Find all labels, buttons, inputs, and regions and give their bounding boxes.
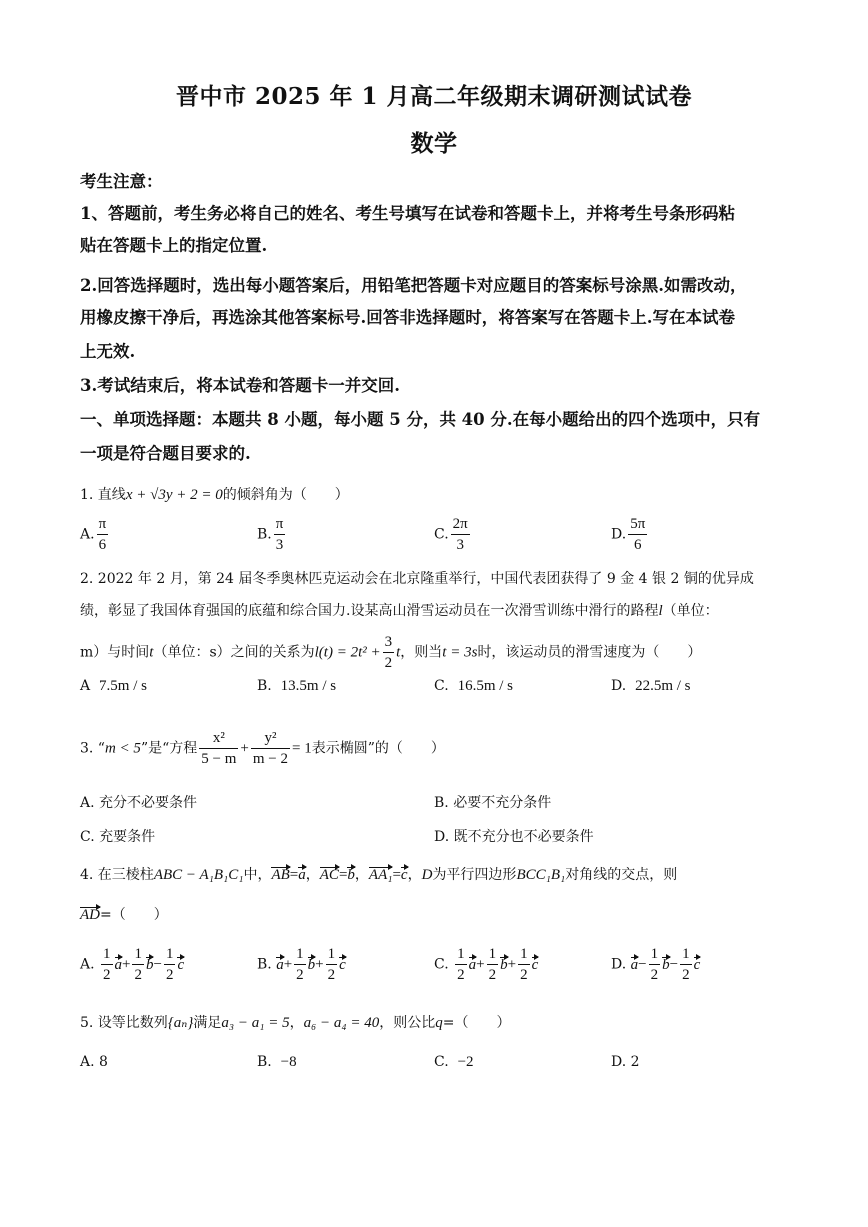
q5-option-d: D. 2 [611, 1054, 640, 1070]
q4-b-vec-a: a [276, 956, 284, 973]
q4-c-frac-3-den: 2 [520, 967, 528, 983]
q3-option-c: C. 充要条件 [80, 829, 156, 845]
q4-b-frac-1-num: 1 [294, 944, 306, 965]
q4-prism: ABC − A₁B₁C₁ [153, 867, 244, 883]
q4-vector-ad: AD [80, 907, 100, 923]
notice-item-1-cont: 贴在答题卡上的指定位置. [80, 236, 268, 255]
q4-a-frac-3-num: 1 [164, 944, 176, 965]
q1-a-frac [97, 514, 109, 555]
section-1-heading-cont: 一项是符合题目要求的. [80, 444, 251, 463]
q4-c-vec-a: a [468, 956, 477, 973]
q2-text: 绩，彰显了我国体育强国的底蕴和综合国力.设某高山滑雪运动员在一次滑雪训练中滑行的路程 [80, 603, 659, 619]
q1-a-label: A. [80, 526, 95, 543]
q2-b-label: B. [257, 678, 272, 694]
q4-b-frac-1-den: 2 [296, 967, 304, 983]
q4-eq-2: = [338, 867, 348, 883]
q4-b-frac-2-den: 2 [327, 967, 336, 983]
q3-frac-x-den: 5 − m [201, 751, 237, 767]
q1-c-frac [451, 514, 470, 555]
question-1 [80, 484, 790, 504]
q3-frac-x [199, 728, 238, 769]
q3-option-b: B. 必要不充分条件 [434, 795, 552, 811]
q4-text-3: 对角线的交点，则 [565, 867, 678, 883]
q4-parallelogram: BCC₁B₁ [516, 867, 566, 883]
q1-a-den: 6 [98, 537, 107, 553]
q2-c-value: 16.5m / s [457, 678, 514, 694]
q2-option-c [434, 678, 513, 695]
q3-frac-y [251, 728, 290, 769]
q4-d-frac-2 [680, 944, 692, 985]
q5-option-b [257, 1054, 297, 1071]
q1-d-num: 5π [628, 514, 647, 535]
q2-b-value: 13.5m / s [280, 678, 337, 694]
notice-item-2-cont: 用橡皮擦干净后，再选涂其他答案标号.回答非选择题时，将答案写在答题卡上.写在本试卷 [80, 308, 735, 327]
q4-d-vec-c: c [693, 956, 701, 973]
q2-text-when: ，则当 [400, 644, 443, 661]
q1-d-den: 6 [633, 537, 642, 553]
q3-condition: m < 5 [104, 740, 141, 757]
q3-frac-x-num: x² [199, 728, 238, 749]
notice-item-1: 1、答题前，考生务必将自己的姓名、考生号填写在试卷和答题卡上，并将考生号条形码粘 [80, 204, 735, 223]
q4-sep-1: ， [305, 867, 320, 883]
q4-a-frac-2-num: 1 [132, 944, 144, 965]
q2-text-unit: （单位： [662, 603, 719, 619]
q4-vector-b: b [347, 867, 355, 883]
q5-option-c [434, 1054, 474, 1071]
q4-option-c: C. $\frac{1}{2}$ a+ $\frac{1}{2}$ b+ $\frac{1}{2}$ c [434, 946, 539, 983]
q2-d-label: D. [611, 678, 627, 694]
q4-a-frac-3-den: 2 [165, 967, 174, 983]
q1-d-label: D. [611, 526, 627, 543]
question-2-line-3 [80, 632, 790, 673]
q2-d-value: 22.5m / s [635, 678, 691, 694]
q4-option-d: D. a− $\frac{1}{2}$ b− $\frac{1}{2}$ c [611, 946, 701, 983]
q3-plus: + [240, 740, 249, 757]
q1-option-c [434, 514, 472, 555]
q5-sequence: {aₙ} [167, 1015, 194, 1031]
q4-b-vec-b: b [307, 956, 316, 973]
q1-option-a [80, 514, 110, 555]
q4-d-label: D. [611, 956, 627, 973]
q5-text-2: ，则公比 [379, 1015, 436, 1031]
q4-d-frac-1-den: 2 [650, 967, 659, 983]
q4-option-a: A. $\frac{1}{2}$ a+ $\frac{1}{2}$ b− $\frac{1}{2}$ c [80, 946, 185, 983]
question-2-line-2 [80, 600, 790, 620]
q3-frac-y-num: y² [251, 728, 290, 749]
q4-b-frac-2-num: 1 [326, 944, 338, 965]
q1-c-num: 2π [451, 514, 470, 535]
q4-d-vec-a: a [630, 956, 639, 973]
q4-a-frac-1 [101, 944, 113, 985]
q2-option-d [611, 678, 691, 695]
q1-b-num: π [274, 514, 286, 535]
q4-c-frac-3 [518, 944, 530, 985]
q4-vector-a: a [298, 867, 306, 883]
q4-option-b: B. a+ $\frac{1}{2}$ b+ $\frac{1}{2}$ c [257, 946, 346, 983]
q1-b-den: 3 [275, 537, 284, 553]
q4-vector-ab: AB [271, 867, 290, 883]
q5-condition-2: a₆ − a₄ = 40 [303, 1015, 380, 1031]
notice-item-2-end: 上无效. [80, 342, 136, 361]
q4-b-frac-2 [326, 944, 338, 985]
q4-d-vec-b: b [662, 956, 670, 973]
q4-a-frac-2-den: 2 [134, 967, 142, 983]
q2-frac-den: 2 [384, 655, 393, 671]
q4-a-vec-a: a [114, 956, 123, 973]
q2-option-b [257, 678, 336, 695]
q5-var-q: q [435, 1015, 443, 1031]
q4-text-2: 为平行四边形 [432, 867, 517, 883]
q2-frac [383, 632, 395, 673]
q5-condition-1: a₃ − a₁ = 5 [221, 1015, 290, 1031]
q4-a-vec-c: c [177, 956, 185, 973]
question-2: 2. 2022 年 2 月，第 24 届冬季奥林匹克运动会在北京隆重举行，中国代表团获得了 9 金 4 银 2 铜的优异成 [80, 571, 754, 587]
q4-d-frac-2-den: 2 [682, 967, 690, 983]
q4-c-frac-2-den: 2 [488, 967, 497, 983]
q3-prefix: 3. “ [80, 740, 105, 757]
q1-d-frac [628, 514, 647, 555]
q4-b-frac-1 [294, 944, 306, 985]
q4-sep-2: ， [354, 867, 369, 883]
q4-a-frac-1-den: 2 [103, 967, 111, 983]
q4-d-frac-1 [649, 944, 661, 985]
q4-b-label: B. [257, 956, 272, 973]
q4-point-d: D [421, 867, 433, 883]
notice-item-3: 3.考试结束后，将本试卷和答题卡一并交回. [80, 376, 400, 395]
notice-item-2: 2.回答选择题时，选出每小题答案后，用铅笔把答题卡对应题目的答案标号涂黑.如需改动， [80, 276, 747, 295]
q3-option-d: D. 既不充分也不必要条件 [434, 829, 594, 845]
q4-c-label: C. [434, 956, 449, 973]
q4-c-vec-b: b [500, 956, 508, 973]
q1-prefix: 1. 直线 [80, 487, 126, 503]
q4-a-frac-2 [132, 944, 144, 985]
q3-suffix: 表示椭圆”的（ ） [311, 740, 445, 757]
notice-heading: 考生注意： [80, 172, 163, 191]
q4-c-frac-2 [487, 944, 499, 985]
q4-c-frac-2-num: 1 [487, 944, 499, 965]
q3-mid: ”是“方程 [140, 740, 198, 757]
q2-frac-num: 3 [383, 632, 395, 653]
q4-eq-1: = [289, 867, 299, 883]
q4-a-frac-3 [164, 944, 176, 985]
q2-formula: l(t) = 2t² + [314, 644, 381, 661]
q4-c-frac-1-den: 2 [457, 967, 465, 983]
q5-c-label: C. [434, 1054, 449, 1070]
q4-eq-3: = [392, 867, 401, 883]
q2-formula-t: t [396, 644, 401, 661]
q2-t-value: t = 3s [442, 644, 478, 661]
q4-b-vec-c: c [339, 956, 346, 973]
q2-text-rel: （单位：s）之间的关系为 [153, 644, 315, 661]
q4-vector-ac: AC [319, 867, 339, 883]
q5-c-value: −2 [457, 1054, 474, 1070]
q4-c-vec-c: c [531, 956, 539, 973]
question-3 [80, 728, 790, 769]
q2-text-end: 时，该运动员的滑雪速度为（ ） [477, 644, 702, 661]
q4-text-1: 中， [243, 867, 272, 883]
q1-b-label: B. [257, 526, 272, 543]
q2-a-value: 7.5m / s [99, 678, 147, 694]
q2-var-l: l [658, 603, 663, 619]
q1-b-frac [274, 514, 286, 555]
q1-option-b [257, 514, 287, 555]
q5-b-value: −8 [280, 1054, 297, 1070]
q3-equals: = 1 [292, 740, 312, 757]
q4-c-frac-1 [455, 944, 467, 985]
q4-d-frac-2-num: 1 [680, 944, 692, 965]
q5-option-a: A. 8 [80, 1054, 108, 1070]
q2-var-t: t [149, 644, 154, 661]
question-5 [80, 1012, 790, 1032]
q5-text-3: =（ ） [442, 1015, 511, 1031]
q4-vector-aa1: AA₁ [368, 867, 393, 883]
q2-c-label: C. [434, 678, 449, 694]
q4-a-label: A. [80, 956, 95, 973]
q4-sep-3: ， [407, 867, 422, 883]
q3-option-a: A. 充分不必要条件 [80, 795, 198, 811]
q4-c-frac-1-num: 1 [455, 944, 467, 965]
q1-c-den: 3 [456, 537, 464, 553]
q1-suffix: 的倾斜角为（ ） [222, 487, 349, 503]
q4-prefix: 4. 在三棱柱 [80, 867, 154, 883]
q1-option-d [611, 514, 649, 555]
question-4 [80, 864, 790, 884]
question-4-line-2 [80, 904, 790, 924]
q2-option-a [80, 678, 147, 695]
q4-d-frac-1-num: 1 [649, 944, 661, 965]
q3-frac-y-den: m − 2 [252, 751, 289, 767]
q5-b-label: B. [257, 1054, 272, 1070]
q4-text-4: =（ ） [100, 907, 168, 923]
q1-c-label: C. [434, 526, 449, 543]
subject-title: 数学 [410, 130, 458, 157]
q5-sep: ， [289, 1015, 304, 1031]
section-1-heading: 一、单项选择题：本题共 8 小题，每小题 5 分，共 40 分.在每小题给出的四个选项中，只有 [80, 410, 761, 429]
q1-a-num: π [97, 514, 109, 535]
q1-equation: x + √3y + 2 = 0 [125, 487, 223, 503]
q4-vector-c: c [400, 867, 408, 883]
q5-text-1: 满足 [193, 1015, 222, 1031]
exam-title: 晋中市 2025 年 1 月高二年级期末调研测试试卷 [175, 83, 693, 110]
q4-c-frac-3-num: 1 [518, 944, 530, 965]
q2-a-label: A [80, 678, 91, 694]
q2-text-m: m）与时间 [80, 644, 150, 661]
q5-prefix: 5. 设等比数列 [80, 1015, 168, 1031]
q4-a-frac-1-num: 1 [101, 944, 113, 965]
q4-a-vec-b: b [145, 956, 154, 973]
